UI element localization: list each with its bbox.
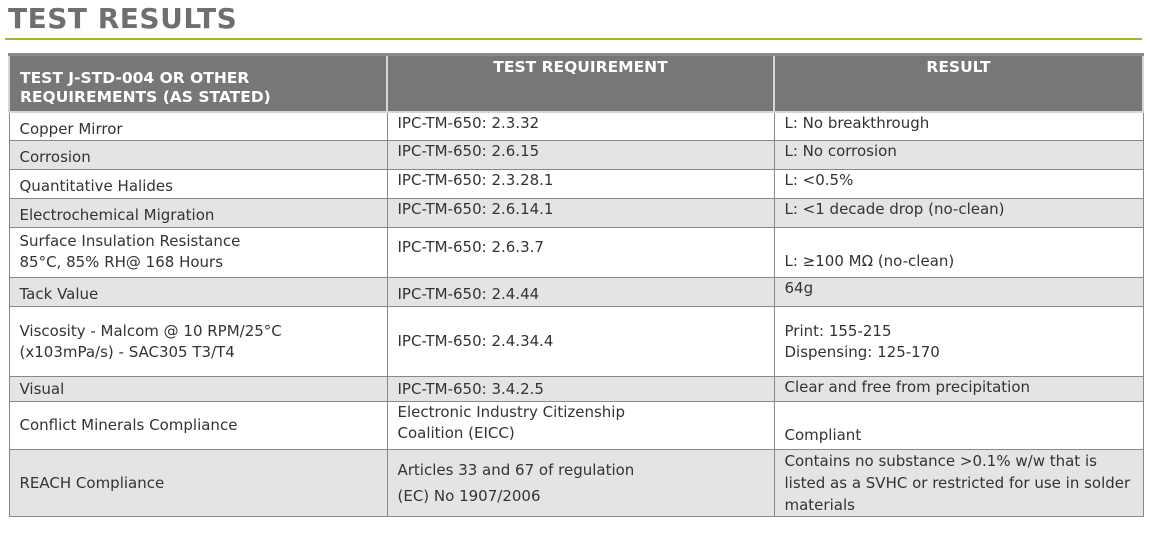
header-result: RESULT	[774, 55, 1143, 112]
cell-test: Surface Insulation Resistance 85°C, 85% RH@ 168 Hours	[9, 228, 387, 278]
header-requirement: TEST REQUIREMENT	[387, 55, 774, 112]
cell-test: Quantitative Halides	[9, 170, 387, 199]
cell-result: 64g	[774, 278, 1143, 307]
cell-result: L: No breakthrough	[774, 112, 1143, 141]
table-row	[9, 141, 1143, 170]
cell-requirement: IPC-TM-650: 2.3.28.1	[387, 170, 774, 199]
cell-result: Print: 155-215 Dispensing: 125-170	[774, 307, 1143, 377]
page-title: TEST RESULTS	[8, 2, 238, 35]
table-row	[9, 307, 1143, 377]
cell-requirement: IPC-TM-650: 2.6.3.7	[387, 228, 774, 278]
cell-test: Copper Mirror	[9, 112, 387, 141]
cell-result: L: <1 decade drop (no-clean)	[774, 199, 1143, 228]
cell-requirement: IPC-TM-650: 2.4.34.4	[387, 307, 774, 377]
header-test-line1: TEST J-STD-004 OR OTHER	[20, 68, 250, 87]
cell-result: L: No corrosion	[774, 141, 1143, 170]
table-row	[9, 278, 1143, 307]
cell-test: Conflict Minerals Compliance	[9, 402, 387, 450]
cell-requirement: IPC-TM-650: 2.6.15	[387, 141, 774, 170]
header-test-line2: REQUIREMENTS (AS STATED)	[20, 87, 271, 106]
table-row	[9, 170, 1143, 199]
table-row	[9, 112, 1143, 141]
cell-test: Viscosity - Malcom @ 10 RPM/25°C (x103mPa/s) - SAC305 T3/T4	[9, 307, 387, 377]
cell-requirement: Electronic Industry Citizenship Coalition (EICC)	[387, 402, 774, 450]
cell-requirement: IPC-TM-650: 3.4.2.5	[387, 377, 774, 402]
cell-result: L: ≥100 MΩ (no-clean)	[774, 228, 1143, 278]
table-row	[9, 377, 1143, 402]
header-test	[9, 55, 387, 112]
table-row	[9, 450, 1143, 517]
cell-result: Clear and free from precipitation	[774, 377, 1143, 402]
cell-test: Electrochemical Migration	[9, 199, 387, 228]
cell-test: Visual	[9, 377, 387, 402]
cell-test: Corrosion	[9, 141, 387, 170]
cell-test: Tack Value	[9, 278, 387, 307]
table-row	[9, 199, 1143, 228]
cell-requirement: IPC-TM-650: 2.3.32	[387, 112, 774, 141]
table-row	[9, 228, 1143, 278]
test-results-table	[8, 53, 1144, 517]
cell-requirement: Articles 33 and 67 of regulation (EC) No 1907/2006	[387, 450, 774, 517]
title-underline	[5, 38, 1142, 40]
cell-result: Contains no substance >0.1% w/w that is listed as a SVHC or restricted for use in solder materials	[774, 450, 1143, 517]
cell-requirement: IPC-TM-650: 2.6.14.1	[387, 199, 774, 228]
cell-test: REACH Compliance	[9, 450, 387, 517]
table-row	[9, 402, 1143, 450]
cell-result: Compliant	[774, 402, 1143, 450]
cell-result: L: <0.5%	[774, 170, 1143, 199]
cell-requirement: IPC-TM-650: 2.4.44	[387, 278, 774, 307]
